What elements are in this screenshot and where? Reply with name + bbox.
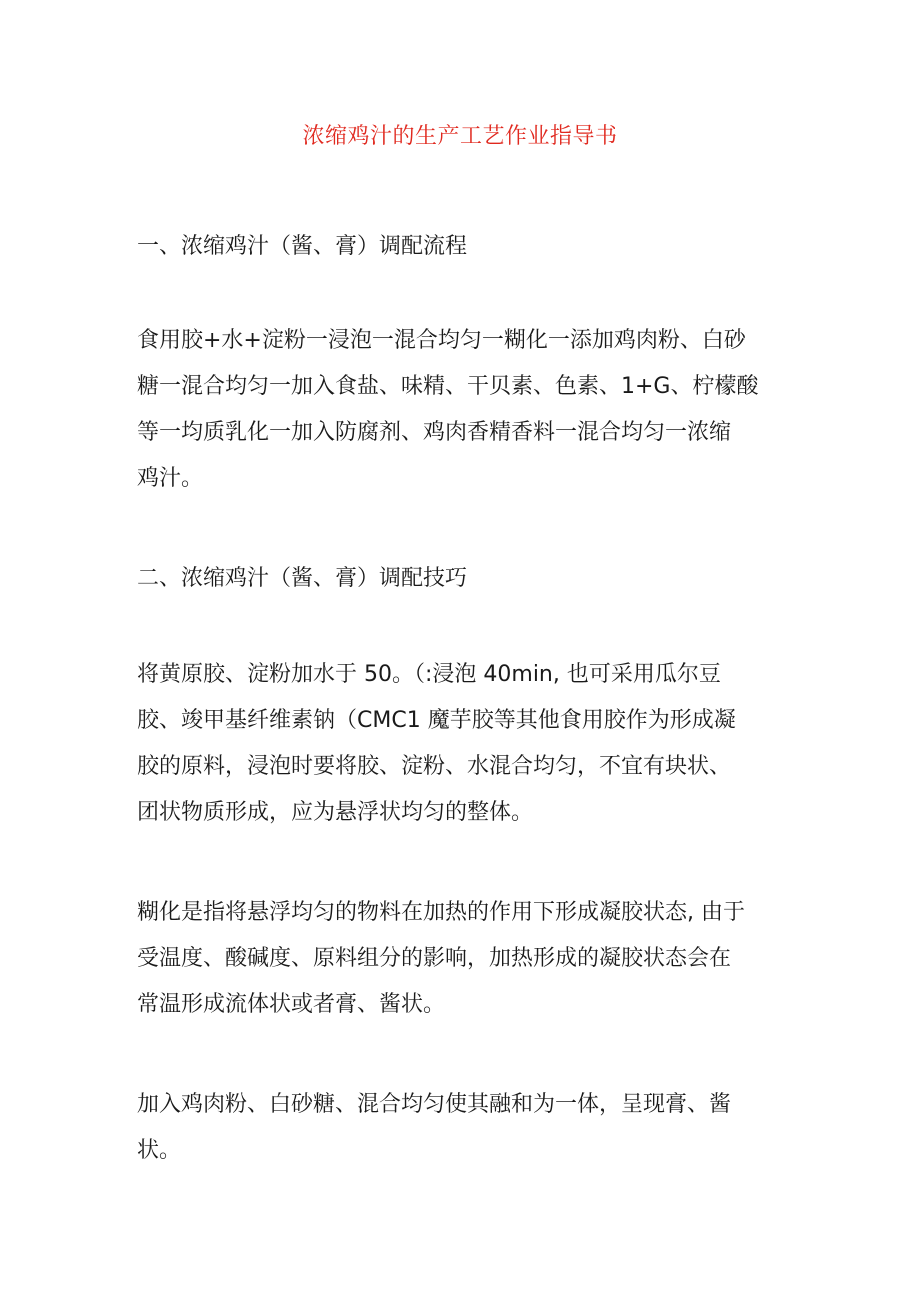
section-1-heading: 一、浓缩鸡汁（酱、膏）调配流程 — [137, 234, 468, 259]
paragraph-line: 受温度、酸碱度、原料组分的影响，加热形成的凝胶状态会在 — [137, 946, 732, 971]
paragraph-line: 将黄原胶、淀粉加水于 50。（:浸泡 40min, 也可采用瓜尔豆 — [137, 662, 721, 687]
paragraph-line: 胶、竣甲基纤维素钠（CMC1 魔芋胶等其他食用胶作为形成凝 — [137, 708, 736, 733]
paragraph-line: 胶的原料，浸泡时要将胶、淀粉、水混合均匀，不宜有块状、 — [137, 754, 732, 779]
document-title: 浓缩鸡汁的生产工艺作业指导书 — [302, 124, 618, 149]
paragraph-line: 等一均质乳化一加入防腐剂、鸡肉香精香料一混合均匀一浓缩 — [137, 420, 732, 445]
section-2-paragraph-3 — [137, 1082, 797, 1174]
paragraph-line: 食用胶+水+淀粉一浸泡一混合均匀一糊化一添加鸡肉粉、白砂 — [137, 328, 746, 353]
paragraph-line: 加入鸡肉粉、白砂糖、混合均匀使其融和为一体，呈现膏、酱 — [137, 1092, 732, 1117]
section-2-heading: 二、浓缩鸡汁（酱、膏）调配技巧 — [137, 566, 468, 591]
section-1-paragraph — [137, 318, 797, 502]
paragraph-line: 糖一混合均匀一加入食盐、味精、干贝素、色素、1+G、柠檬酸 — [137, 374, 759, 399]
paragraph-line: 团状物质形成，应为悬浮状均匀的整体。 — [137, 800, 534, 825]
section-2-paragraph-1 — [137, 652, 797, 836]
section-2-paragraph-2 — [137, 890, 797, 1028]
paragraph-line: 常温形成流体状或者膏、酱状。 — [137, 992, 446, 1017]
paragraph-line: 鸡汁。 — [137, 466, 204, 491]
paragraph-line: 状。 — [137, 1138, 182, 1163]
paragraph-line: 糊化是指将悬浮均匀的物料在加热的作用下形成凝胶状态, 由于 — [137, 900, 745, 925]
